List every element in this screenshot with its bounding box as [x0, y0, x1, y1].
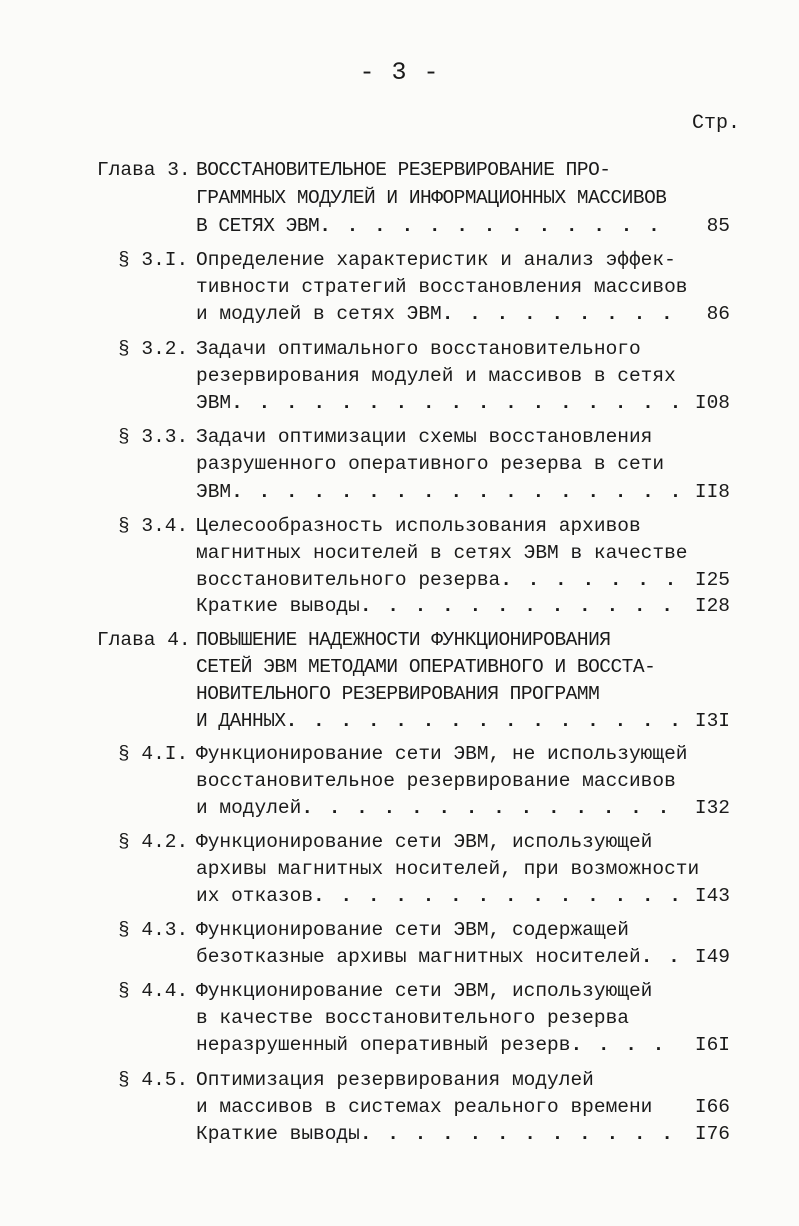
section-4-3-line-2: безотказные архивы магнитных носителей . . . [196, 943, 678, 971]
summary-4-page: I76 [694, 1123, 730, 1145]
chapter-4-title-line-3: НОВИТЕЛЬНОГО РЕЗЕРВИРОВАНИЯ ПРОГРАММ [196, 683, 600, 705]
section-4-4-line-1: Функционирование сети ЭВМ, использующей [196, 980, 653, 1002]
section-4-2-page: I43 [694, 885, 730, 907]
section-3-3-label: § 3.3. [118, 426, 189, 448]
chapter-4-title-line-1: ПОВЫШЕНИЕ НАДЕЖНОСТИ ФУНКЦИОНИРОВАНИЯ [196, 629, 611, 651]
section-3-4-line-1: Целесообразность использования архивов [196, 515, 641, 537]
section-4-2-line-2: архивы магнитных носителей, при возможности [196, 858, 700, 880]
section-4-3-page: I49 [694, 946, 730, 968]
section-3-4-label: § 3.4. [118, 515, 189, 537]
section-4-5-line-2: и массивов в системах реального времени [196, 1096, 653, 1118]
section-4-2-line-3: их отказов . . . [196, 882, 678, 910]
section-4-2-line-1: Функционирование сети ЭВМ, использующей [196, 831, 653, 853]
section-3-1-page: 86 [706, 303, 730, 325]
section-3-2-label: § 3.2. [118, 338, 189, 360]
summary-3-page: I28 [694, 595, 730, 617]
section-4-5-label: § 4.5. [118, 1069, 189, 1091]
section-3-4-line-2: магнитных носителей в сетях ЭВМ в качестве [196, 542, 688, 564]
section-3-2-line-3: ЭВМ . . . [196, 389, 678, 417]
section-3-4-line-3: восстановительного резерва . . . [196, 566, 678, 594]
section-4-5-page: I66 [694, 1096, 730, 1118]
chapter-4-title-line-4: И ДАННЫХ . . . [196, 707, 678, 735]
section-3-2-page: I08 [694, 392, 730, 414]
section-3-3-line-1: Задачи оптимизации схемы восстановления [196, 426, 653, 448]
section-3-4-page: I25 [694, 569, 730, 591]
summary-4-text: Краткие выводы . . . [196, 1120, 678, 1148]
section-3-2-line-1: Задачи оптимального восстановительного [196, 338, 641, 360]
chapter-4-label: Глава 4. [97, 629, 191, 651]
section-4-1-line-2: восстановительное резервирование массивов [196, 770, 676, 792]
section-4-4-label: § 4.4. [118, 980, 189, 1002]
chapter-4-page: I3I [694, 710, 730, 732]
chapter-3-label: Глава 3. [97, 159, 191, 181]
section-3-2-line-2: резервирования модулей и массивов в сетях [196, 365, 676, 387]
section-4-4-line-2: в качестве восстановительного резерва [196, 1007, 629, 1029]
section-3-3-line-3: ЭВМ . . . [196, 478, 678, 506]
section-4-3-label: § 4.3. [118, 919, 189, 941]
section-4-1-line-3: и модулей . . . [196, 794, 678, 822]
summary-3-text: Краткие выводы . . . [196, 592, 678, 620]
section-3-1-label: § 3.I. [118, 249, 189, 271]
chapter-3-page: 85 [706, 215, 730, 237]
section-4-1-line-1: Функционирование сети ЭВМ, не использующей [196, 743, 688, 765]
section-4-4-page: I6I [694, 1034, 730, 1056]
section-3-3-line-2: разрушенного оперативного резерва в сети [196, 453, 665, 475]
chapter-3-title-line-3: В СЕТЯХ ЭВМ . . . [196, 212, 678, 240]
page-number: - 3 - [359, 58, 440, 87]
section-4-2-label: § 4.2. [118, 831, 189, 853]
section-4-3-line-1: Функционирование сети ЭВМ, содержащей [196, 919, 629, 941]
column-header: Стр. [692, 112, 741, 135]
chapter-3-title-line-1: ВОССТАНОВИТЕЛЬНОЕ РЕЗЕРВИРОВАНИЕ ПРО- [196, 159, 611, 181]
section-3-1-line-1: Определение характеристик и анализ эффек- [196, 249, 676, 271]
chapter-4-title-line-2: СЕТЕЙ ЭВМ МЕТОДАМИ ОПЕРАТИВНОГО И ВОССТА- [196, 656, 656, 678]
section-3-1-line-2: тивности стратегий восстановления массивов [196, 276, 688, 298]
section-3-3-page: II8 [694, 481, 730, 503]
section-4-1-label: § 4.I. [118, 743, 189, 765]
section-4-5-line-1: Оптимизация резервирования модулей [196, 1069, 594, 1091]
chapter-3-title-line-2: ГРАММНЫХ МОДУЛЕЙ И ИНФОРМАЦИОННЫХ МАССИВОВ [196, 187, 667, 209]
section-3-1-line-3: и модулей в сетях ЭВМ . . . [196, 300, 678, 328]
section-4-1-page: I32 [694, 797, 730, 819]
section-4-4-line-3: неразрушенный оперативный резерв . . . [196, 1031, 678, 1059]
